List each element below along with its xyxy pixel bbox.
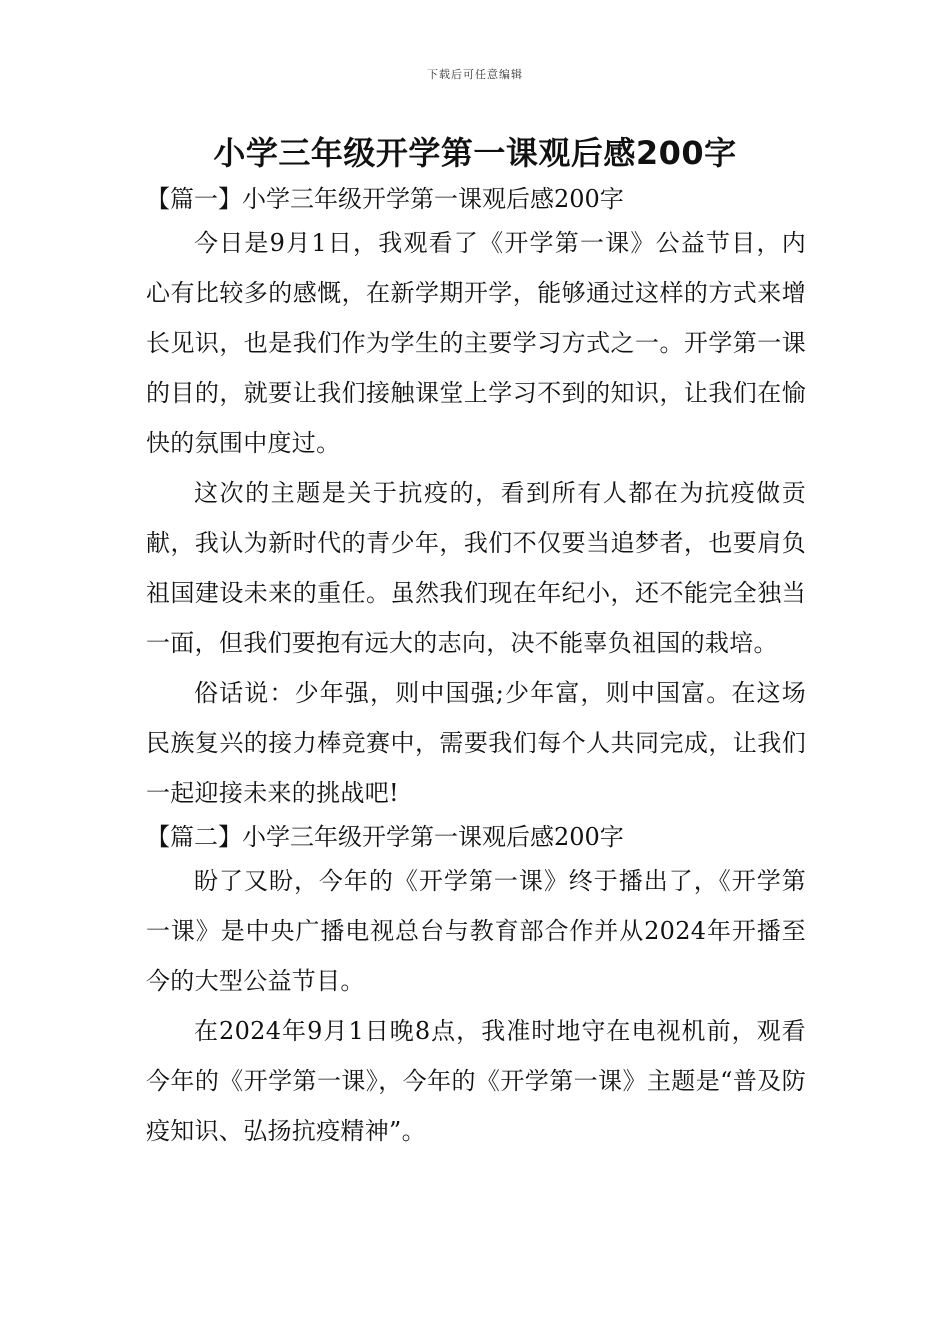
document-title: 小学三年级开学第一课观后感200字 bbox=[213, 134, 737, 172]
section-2 bbox=[146, 818, 806, 1156]
document-body bbox=[146, 180, 806, 1156]
header-note: 下载后可任意编辑 bbox=[427, 68, 523, 81]
section-1 bbox=[146, 180, 806, 818]
paragraph: 盼了又盼，今年的《开学第一课》终于播出了，《开学第一课》是中央广播电视总台与教育部合作并从2024年开播至今的大型公益节目。 bbox=[146, 867, 806, 995]
paragraph: 今日是9月1日，我观看了《开学第一课》公益节目，内心有比较多的感慨，在新学期开学，能够通过这样的方式来增长见识，也是我们作为学生的主要学习方式之一。开学第一课的目的，就要让我们接触课堂上学习不到的知识，让我们在愉快的氛围中度过。 bbox=[146, 229, 806, 457]
section-heading: 【篇二】小学三年级开学第一课观后感200字 bbox=[146, 823, 624, 851]
paragraph: 俗话说：少年强，则中国强;少年富，则中国富。在这场民族复兴的接力棒竞赛中，需要我们每个人共同完成，让我们一起迎接未来的挑战吧! bbox=[146, 679, 806, 807]
section-heading: 【篇一】小学三年级开学第一课观后感200字 bbox=[146, 185, 624, 213]
paragraph: 这次的主题是关于抗疫的，看到所有人都在为抗疫做贡献，我认为新时代的青少年，我们不仅要当追梦者，也要肩负祖国建设未来的重任。虽然我们现在年纪小，还不能完全独当一面，但我们要抱有远大的志向，决不能辜负祖国的栽培。 bbox=[146, 479, 806, 657]
paragraph: 在2024年9月1日晚8点，我准时地守在电视机前，观看今年的《开学第一课》，今年的《开学第一课》主题是“普及防疫知识、弘扬抗疫精神”。 bbox=[146, 1017, 806, 1145]
